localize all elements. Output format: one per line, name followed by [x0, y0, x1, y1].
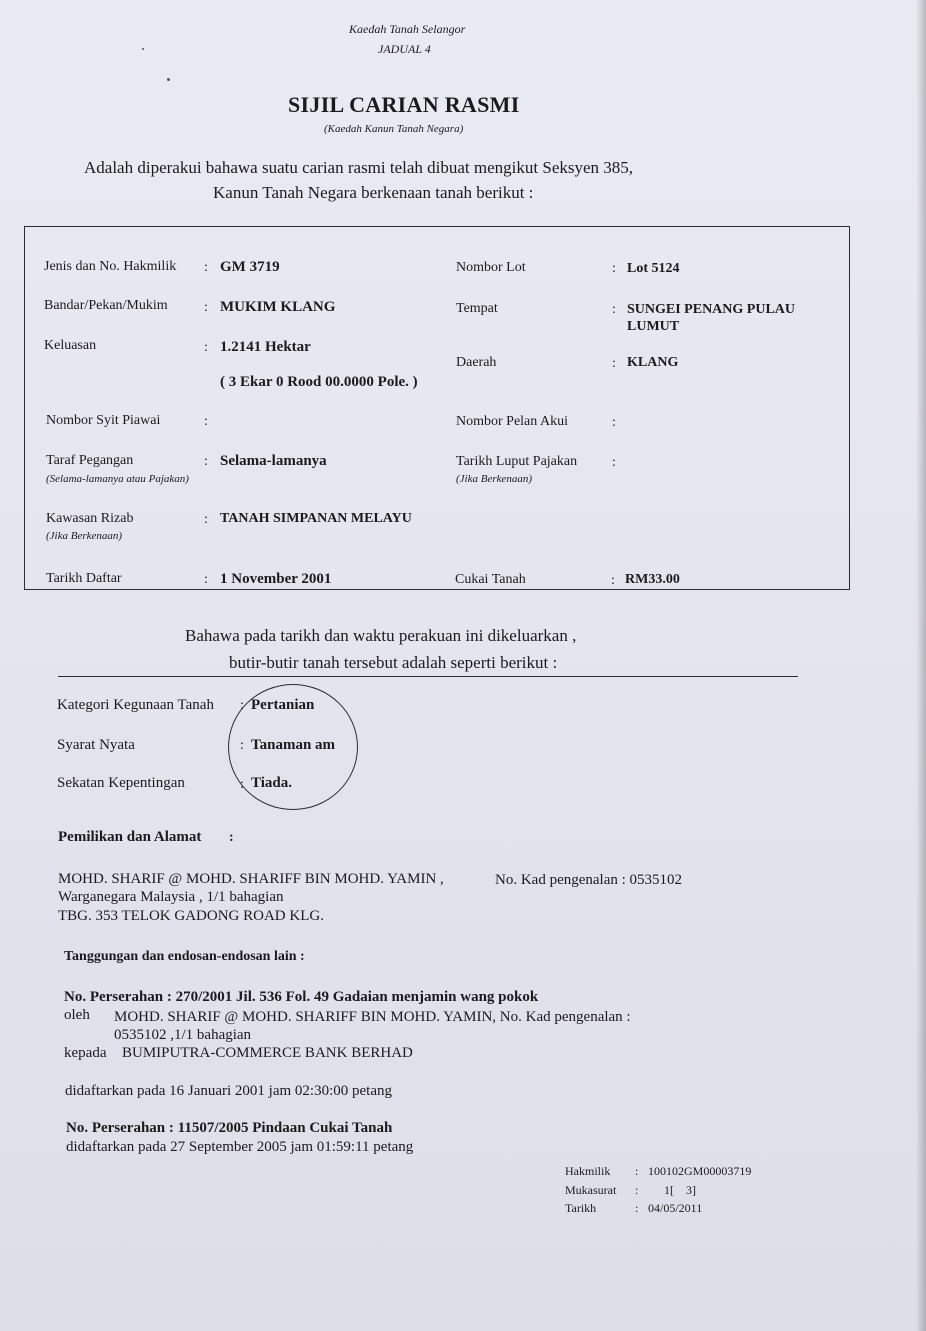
- lot-value: Lot 5124: [627, 261, 680, 276]
- status-line-2: butir-butir tanah tersebut adalah seperti berikut :: [229, 653, 558, 672]
- tempat-colon: :: [612, 302, 616, 317]
- entry-2-registered: didaftarkan pada 27 September 2005 jam 01:59:11 petang: [66, 1139, 414, 1155]
- entry-1-title: No. Perserahan : 270/2001 Jil. 536 Fol. 49 Gadaian menjamin wang pokok: [64, 989, 539, 1005]
- keluasan-colon: :: [204, 340, 208, 355]
- footer-mukasurat-value: 1[ 3]: [664, 1183, 696, 1197]
- tempat-value-line-1: SUNGEI PENANG PULAU: [627, 302, 796, 317]
- luput-label: Tarikh Luput Pajakan: [456, 454, 578, 469]
- land-details-box: [24, 226, 850, 590]
- section-divider: [58, 676, 798, 677]
- schedule-label: JADUAL 4: [378, 42, 431, 56]
- rizab-colon: :: [204, 512, 208, 527]
- encumbrance-heading: Tanggungan dan endosan-endosan lain :: [64, 949, 305, 964]
- rizab-value: TANAH SIMPANAN MELAYU: [220, 511, 412, 526]
- entry-1-oleh-value: MOHD. SHARIF @ MOHD. SHARIFF BIN MOHD. YAMIN, No. Kad pengenalan :: [114, 1009, 631, 1025]
- footer-mukasurat-colon: :: [635, 1183, 639, 1197]
- cukai-label: Cukai Tanah: [455, 572, 526, 587]
- keluasan-label: Keluasan: [44, 338, 97, 353]
- footer-tarikh-label: Tarikh: [565, 1201, 597, 1215]
- status-line-1: Bahawa pada tarikh dan waktu perakuan ini dikeluarkan ,: [185, 626, 577, 645]
- document-subtitle: (Kaedah Kanun Tanah Negara): [324, 123, 464, 135]
- syit-colon: :: [204, 414, 208, 429]
- owner-heading: Pemilikan dan Alamat: [58, 829, 202, 845]
- rule-reference: Kaedah Tanah Selangor: [349, 22, 466, 36]
- lot-label: Nombor Lot: [456, 260, 526, 275]
- luput-colon: :: [612, 455, 616, 470]
- bandar-label: Bandar/Pekan/Mukim: [44, 298, 168, 313]
- syit-label: Nombor Syit Piawai: [46, 413, 161, 428]
- footer-mukasurat-label: Mukasurat: [565, 1183, 617, 1197]
- tempat-value-line-2: LUMUT: [627, 319, 680, 334]
- hakmilik-label: Jenis dan No. Hakmilik: [44, 259, 177, 274]
- taraf-note: (Selama-lamanya atau Pajakan): [46, 473, 189, 485]
- pelan-label: Nombor Pelan Akui: [456, 414, 568, 429]
- daftar-colon: :: [204, 572, 208, 587]
- owner-address: TBG. 353 TELOK GADONG ROAD KLG.: [58, 908, 324, 924]
- cukai-colon: :: [611, 573, 615, 588]
- sekatan-colon: :: [240, 777, 244, 792]
- footer-hakmilik-value: 100102GM00003719: [648, 1164, 752, 1178]
- footer-tarikh-value: 04/05/2011: [648, 1201, 703, 1215]
- keluasan-value: 1.2141 Hektar: [220, 339, 311, 355]
- owner-name: MOHD. SHARIF @ MOHD. SHARIFF BIN MOHD. YAMIN ,: [58, 871, 444, 887]
- syarat-value: Tanaman am: [251, 737, 336, 753]
- kategori-label: Kategori Kegunaan Tanah: [57, 697, 214, 713]
- daerah-label: Daerah: [456, 355, 497, 370]
- entry-1-kepada-value: BUMIPUTRA-COMMERCE BANK BERHAD: [122, 1045, 413, 1061]
- entry-1-oleh-value-2: 0535102 ,1/1 bahagian: [114, 1027, 252, 1043]
- luput-note: (Jika Berkenaan): [456, 473, 533, 485]
- entry-1-kepada-label: kepada: [64, 1045, 107, 1061]
- daerah-colon: :: [612, 356, 616, 371]
- taraf-label: Taraf Pegangan: [46, 453, 134, 468]
- taraf-colon: :: [204, 454, 208, 469]
- daftar-value: 1 November 2001: [220, 571, 332, 587]
- document-title: SIJIL CARIAN RASMI: [288, 92, 520, 117]
- owner-colon: :: [229, 830, 234, 845]
- sekatan-value: Tiada.: [251, 775, 292, 791]
- kategori-colon: :: [240, 698, 244, 713]
- kategori-value: Pertanian: [251, 697, 315, 713]
- owner-citizenship: Warganegara Malaysia , 1/1 bahagian: [58, 889, 284, 905]
- syarat-colon: :: [240, 738, 244, 753]
- intro-line-1: Adalah diperakui bahawa suatu carian rasmi telah dibuat mengikut Seksyen 385,: [84, 158, 634, 177]
- hakmilik-colon: :: [204, 260, 208, 275]
- daftar-label: Tarikh Daftar: [46, 571, 122, 586]
- intro-line-2: Kanun Tanah Negara berkenaan tanah berikut :: [213, 183, 534, 202]
- hand-drawn-circle: [228, 684, 358, 810]
- rizab-note: (Jika Berkenaan): [46, 530, 123, 542]
- footer-hakmilik-colon: :: [635, 1164, 639, 1178]
- daerah-value: KLANG: [627, 355, 679, 370]
- lot-colon: :: [612, 261, 616, 276]
- entry-2-title: No. Perserahan : 11507/2005 Pindaan Cukai Tanah: [66, 1120, 393, 1136]
- entry-1-registered: didaftarkan pada 16 Januari 2001 jam 02:30:00 petang: [65, 1083, 392, 1099]
- keluasan-imperial: ( 3 Ekar 0 Rood 00.0000 Pole. ): [220, 374, 418, 390]
- pelan-colon: :: [612, 415, 616, 430]
- taraf-value: Selama-lamanya: [220, 453, 327, 469]
- rizab-label: Kawasan Rizab: [46, 511, 134, 526]
- entry-1-oleh-label: oleh: [64, 1007, 90, 1023]
- bandar-colon: :: [204, 300, 208, 315]
- footer-tarikh-colon: :: [635, 1201, 639, 1215]
- syarat-label: Syarat Nyata: [57, 737, 135, 753]
- cukai-value: RM33.00: [625, 572, 680, 587]
- hakmilik-value: GM 3719: [220, 259, 280, 275]
- bandar-value: MUKIM KLANG: [220, 299, 336, 315]
- tempat-label: Tempat: [456, 301, 498, 316]
- sekatan-label: Sekatan Kepentingan: [57, 775, 185, 791]
- owner-ic: No. Kad pengenalan : 0535102: [495, 872, 683, 888]
- footer-hakmilik-label: Hakmilik: [565, 1164, 611, 1178]
